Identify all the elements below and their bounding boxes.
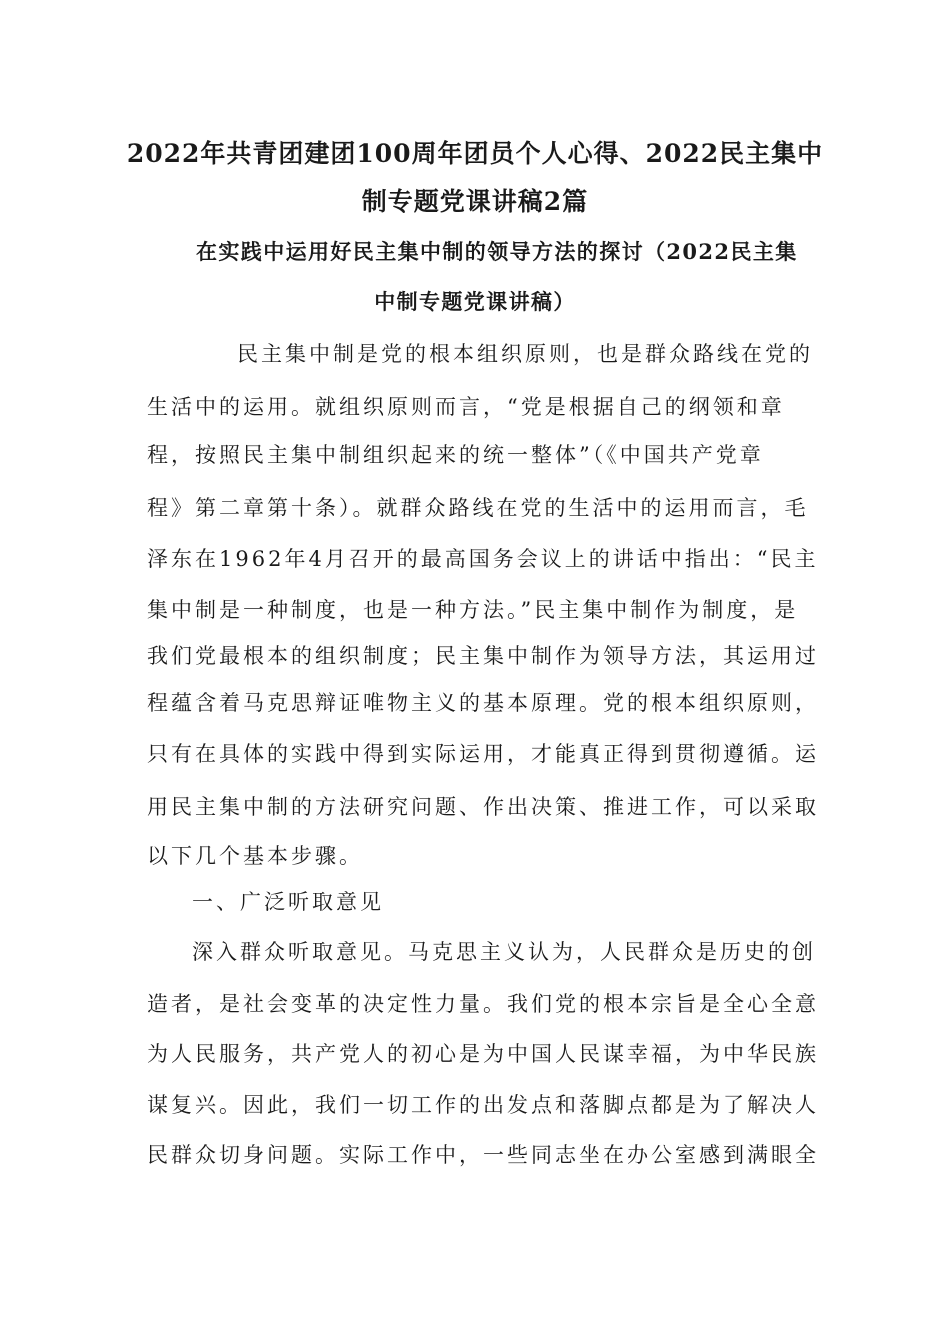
body-text-line: 只有在具体的实践中得到实际运用，才能真正得到贯彻遵循。运 — [147, 742, 819, 766]
body-text-line: 用民主集中制的方法研究问题、作出决策、推进工作，可以采取 — [147, 795, 819, 819]
body-text-line: 程蕴含着马克思辩证唯物主义的基本原理。党的根本组织原则， — [147, 691, 819, 715]
body-text-line: 以下几个基本步骤。 — [147, 844, 363, 868]
body-text-line: 民主集中制是党的根本组织原则，也是群众路线在党的 — [237, 342, 813, 366]
body-text-line: 程》第二章第十条）。就群众路线在党的生活中的运用而言，毛 — [147, 496, 809, 520]
section-subheading: 一、广泛听取意见 — [192, 890, 384, 914]
section-heading-line-1: 在实践中运用好民主集中制的领导方法的探讨（2022民主集 — [196, 239, 798, 264]
body-text-line: 我们党最根本的组织制度；民主集中制作为领导方法，其运用过 — [147, 644, 819, 668]
body-text-line: 谋复兴。因此，我们一切工作的出发点和落脚点都是为了解决人 — [147, 1093, 819, 1117]
body-text-line: 程，按照民主集中制组织起来的统一整体”（《中国共产党章 — [147, 443, 764, 467]
body-text-line: 造者，是社会变革的决定性力量。我们党的根本宗旨是全心全意 — [147, 992, 819, 1016]
body-text-line: 生活中的运用。就组织原则而言，“党是根据自己的纲领和章 — [147, 395, 785, 419]
document-title-line-2: 制专题党课讲稿2篇 — [361, 187, 589, 216]
document-title-line-1: 2022年共青团建团100周年团员个人心得、2022民主集中 — [126, 139, 824, 168]
body-text-line: 为人民服务，共产党人的初心是为中国人民谋幸福，为中华民族 — [147, 1042, 819, 1066]
section-heading-line-2: 中制专题党课讲稿） — [374, 289, 576, 314]
body-text-line: 泽东在1962年4月召开的最高国务会议上的讲话中指出：“民主 — [147, 547, 819, 571]
body-text-line: 集中制是一种制度，也是一种方法。”民主集中制作为制度，是 — [147, 598, 799, 622]
body-text-line: 深入群众听取意见。马克思主义认为，人民群众是历史的创 — [192, 940, 816, 964]
body-text-line: 民群众切身问题。实际工作中，一些同志坐在办公室感到满眼全 — [147, 1143, 819, 1167]
